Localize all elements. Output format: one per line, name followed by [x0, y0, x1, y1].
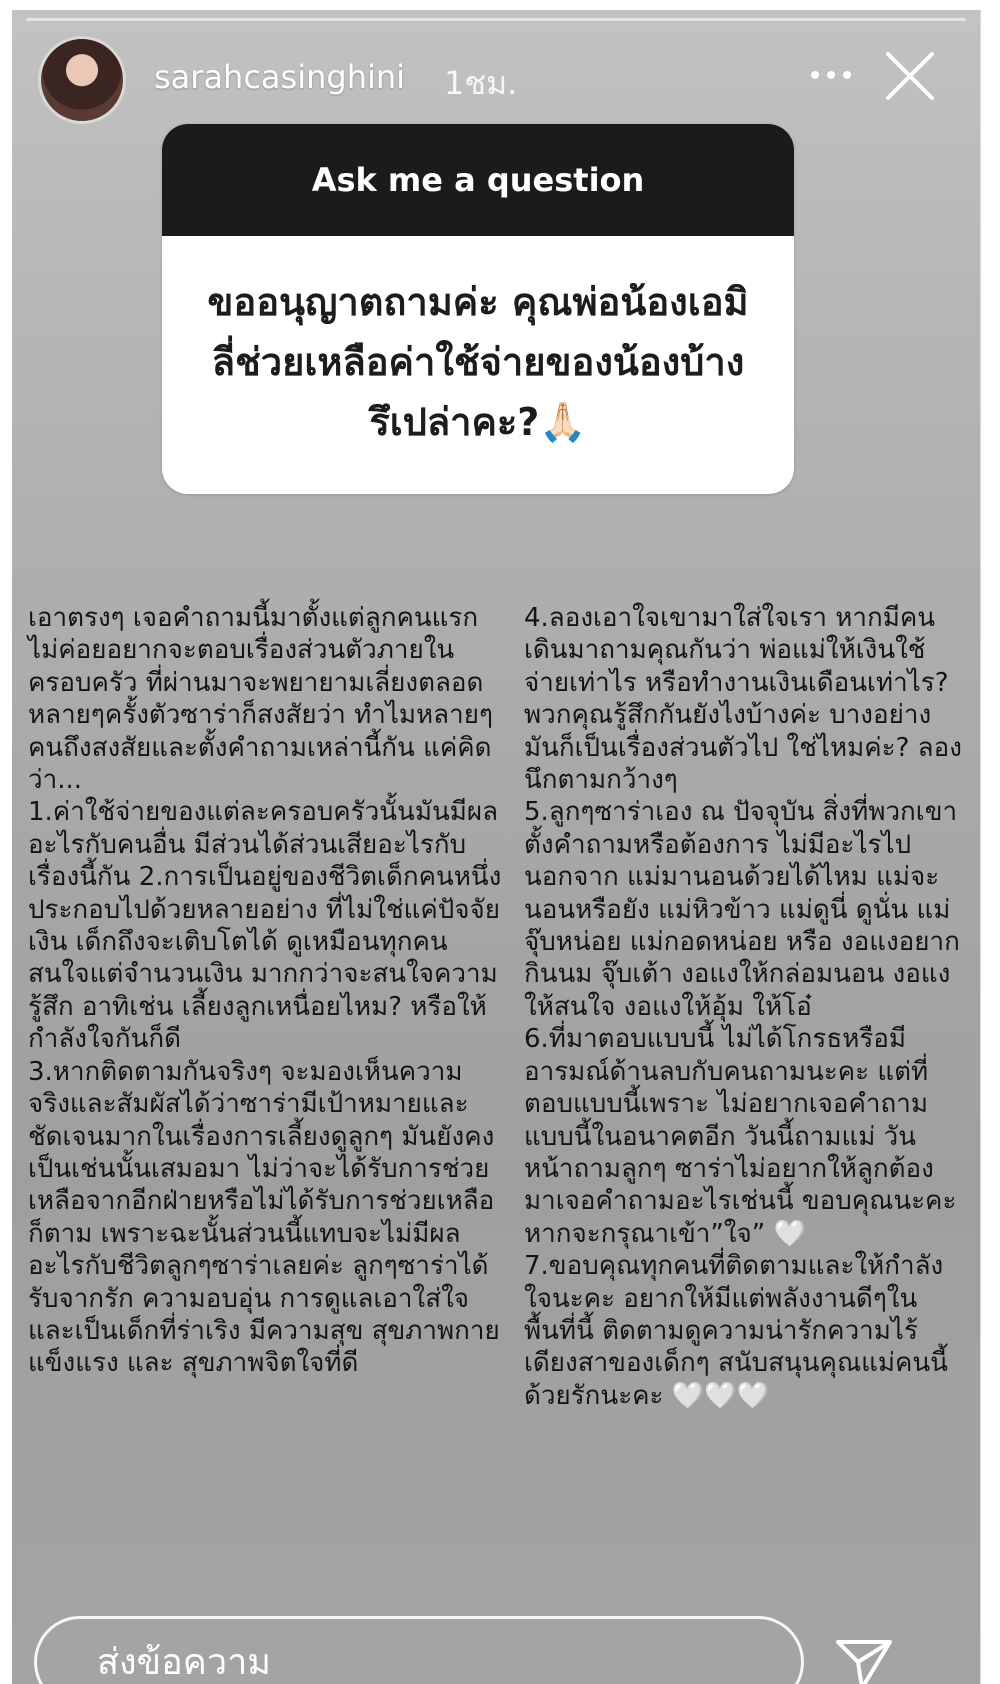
send-message-input[interactable]	[34, 1616, 804, 1684]
answer-paragraph: 1.ค่าใช้จ่ายของแต่ละครอบครัวนั้นมันมีผลอะไรกับคนอื่น มีส่วนได้ส่วนเสียอะไรกับเรื่องนี้กัน 2.การเป็นอยู่ของชีวิตเด็กคนหนึ่งประกอบไปด้วยหลายอย่าง ที่ไม่ใช่แค่ปัจจัยเงิน เด็กถึงจะเติบโตได้ ดูเหมือนทุกคนสนใจแต่จำนวนเงิน มากกว่าจะสนใจความรู้สึก อาทิเช่น เลี้ยงลูกเหนื่อยไหม? หรือให้กำลังใจกันก็ดี	[28, 797, 502, 1055]
answer-paragraph: เอาตรงๆ เจอคำถามนี้มาตั้งแต่ลูกคนแรก ไม่ค่อยอยากจะตอบเรื่องส่วนตัวภายในครอบครัว ที่ผ่านมาจะพยายามเลี่ยงตลอด หลายๆครั้งตัวซาร่าก็สงสัยว่า ทำไมหลายๆคนถึงสงสัยและตั้งคำถามเหล่านี้กัน แค่คิดว่า...	[28, 603, 493, 796]
avatar[interactable]	[38, 36, 126, 124]
post-time: 1ชม.	[444, 64, 518, 102]
page-edge	[980, 10, 1000, 1684]
answer-paragraph: 5.ลูกๆซาร่าเอง ณ ปัจจุบัน สิ่งที่พวกเขาตั้งคำถามหรือต้องการ ไม่มีอะไรไปนอกจาก แม่มานอนด้วยได้ไหม แม่จะนอนหรือยัง แม่หิวข้าว แม่ดูนี่ ดูนั่น แม่จุ๊บหน่อย แม่กอดหน่อย หรือ งอแงอยากกินนม จุ๊บเต้า งอแงให้กล่อมนอน งอแงให้สนใจ งอแงให้อุ้ม ให้โอ๋	[524, 797, 960, 1022]
reply-bar	[12, 1606, 980, 1684]
more-horizontal-icon[interactable]	[805, 60, 857, 90]
story-header	[12, 10, 980, 130]
answer-column-right	[524, 602, 964, 1412]
story-answer-text	[12, 602, 980, 1602]
story-viewer	[12, 10, 980, 1684]
answer-paragraph: 3.หากติดตามกันจริงๆ จะมองเห็นความจริงและสัมผัสได้ว่าซาร่ามีเป้าหมายและชัดเจนมากในเรื่องการเลี้ยงดูลูกๆ มันยังคงเป็นเช่นนั้นเสมอมา ไม่ว่าจะได้รับการช่วยเหลือจากอีกฝ่ายหรือไม่ได้รับการช่วยเหลือก็ตาม เพราะฉะนั้นส่วนนี้แทบจะไม่มีผลอะไรกับชีวิตลูกๆซาร่าเลยค่ะ ลูกๆซาร่าได้รับจากรัก ความอบอุ่น การดูแลเอาใส่ใจ และเป็นเด็กที่ร่าเริง มีความสุข สุขภาพกายแข็งแรง และ สุขภาพจิตใจที่ดี	[28, 1056, 500, 1379]
question-header: Ask me a question	[162, 124, 794, 236]
question-text: ขออนุญาตถามค่ะ คุณพ่อน้องเอมิลี่ช่วยเหลือค่าใช้จ่ายของน้องบ้างรึเปล่าคะ?🙏🏻	[207, 280, 749, 444]
username[interactable]: sarahcasinghini	[154, 58, 406, 96]
close-icon[interactable]	[882, 48, 938, 104]
answer-paragraph: 4.ลองเอาใจเขามาใส่ใจเรา หากมีคนเดินมาถามคุณกันว่า พ่อแม่ให้เงินใช้จ่ายเท่าไร หรือทำงานเงินเดือนเท่าไร? พวกคุณรู้สึกกันยังไงบ้างค่ะ บางอย่างมันก็เป็นเรื่องส่วนตัวไป ใช่ไหมค่ะ? ลองนึกตามกว้างๆ	[524, 603, 962, 796]
answer-paragraph: 7.ขอบคุณทุกคนที่ติดตามและให้กำลังใจนะคะ อยากให้มีแต่พลังงานดีๆในพื้นที่นี้ ติดตามดูความน่ารักความไร้เดียงสาของเด็กๆ สนับสนุนคุณแม่คนนี้ ด้วยรักนะคะ 🤍🤍🤍	[524, 1251, 948, 1411]
answer-paragraph: 6.ที่มาตอบแบบนี้ ไม่ได้โกรธหรือมีอารมณ์ด้านลบกับคนถามนะคะ แต่ที่ตอบแบบนี้เพราะ ไม่อยากเจอคำถามแบบนี้ในอนาคตอีก วันนี้ถามแม่ วันหน้าถามลูกๆ ซาร่าไม่อยากให้ลูกต้องมาเจอคำถามอะไรเช่นนี้ ขอบคุณนะคะหากจะกรุณาเข้า”ใจ” 🤍	[524, 1024, 957, 1249]
question-sticker	[162, 124, 794, 494]
send-icon[interactable]	[834, 1636, 894, 1684]
answer-column-left	[28, 602, 504, 1380]
